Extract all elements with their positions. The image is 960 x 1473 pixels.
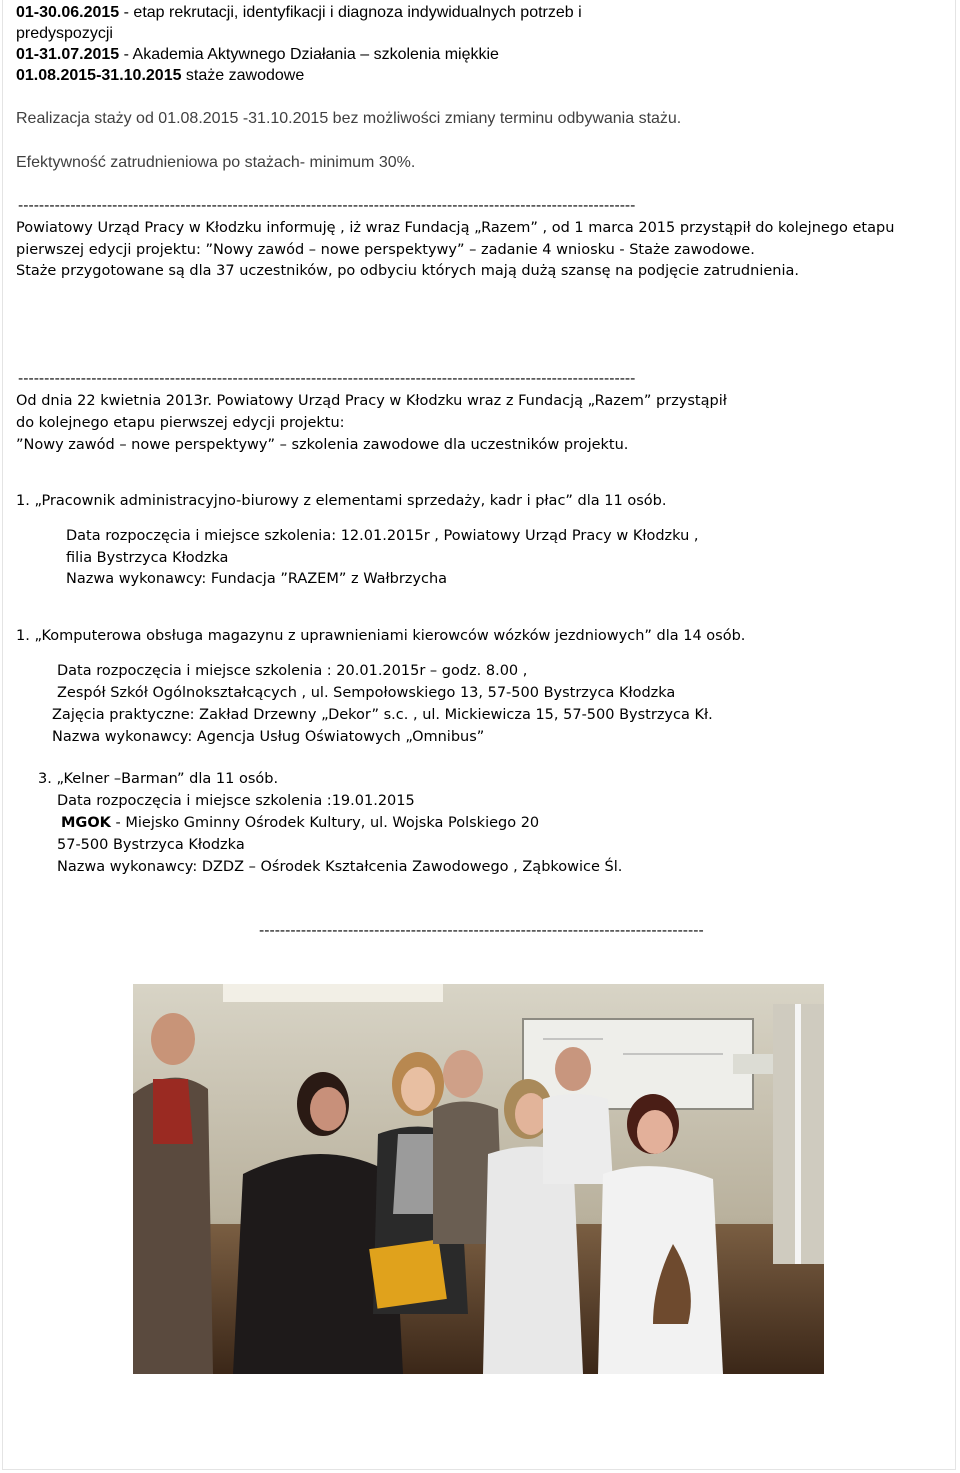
course-venue — [61, 812, 539, 834]
course-detail: Data rozpoczęcia i miejsce szkolenia : 20.01.2015r – godz. 8.00 , — [57, 663, 528, 679]
announcement-2013-line-1: Od dnia 22 kwietnia 2013r. Powiatowy Urząd Pracy w Kłodzku wraz z Fundacją „Razem” przystąpił — [16, 393, 727, 409]
course-detail: 57-500 Bystrzyca Kłodzka — [57, 837, 245, 853]
schedule-date: 01-30.06.2015 — [16, 4, 120, 21]
announcement-2015-line-1: Powiatowy Urząd Pracy w Kłodzku informuję , iż wraz Fundacją „Razem” , od 1 marca 2015 przystąpił do kolejnego etapu — [16, 220, 895, 236]
course-detail: Zespół Szkół Ogólnokształcących , ul. Sempołowskiego 13, 57-500 Bystrzyca Kłodzka — [57, 685, 676, 701]
schedule-date: 01.08.2015-31.10.2015 — [16, 67, 182, 84]
schedule-date: 01-31.07.2015 — [16, 46, 120, 63]
separator: ------------------------------------------------------------------------------------- — [259, 923, 704, 939]
schedule-line-1 — [16, 2, 582, 24]
course-detail: Zajęcia praktyczne: Zakład Drzewny „Dekor” s.c. , ul. Mickiewicza 15, 57-500 Bystrzyca Kł. — [52, 707, 713, 723]
venue-name: MGOK — [61, 815, 111, 831]
course-detail: Nazwa wykonawcy: DZDZ – Ośrodek Kształcenia Zawodowego , Ząbkowice Śl. — [57, 859, 623, 875]
realization-note: Realizacja staży od 01.08.2015 -31.10.2015 bez możliwości zmiany terminu odbywania stażu. — [16, 110, 682, 127]
course-detail: Nazwa wykonawcy: Fundacja ”RAZEM” z Wałbrzycha — [66, 571, 448, 587]
schedule-desc: staże zawodowe — [181, 67, 305, 84]
course-title: 1. „Komputerowa obsługa magazynu z uprawnieniami kierowców wózków jezdniowych” dla 14 osób. — [16, 628, 746, 644]
separator: ---------------------------------------------------------------------------------------------------------------------- — [18, 371, 636, 387]
announcement-2015-line-3: Staże przygotowane są dla 37 uczestników, po odbyciu których mają dużą szansę na podjęcie zatrudnienia. — [16, 263, 799, 279]
schedule-desc: - Akademia Aktywnego Działania – szkolenia miękkie — [119, 46, 499, 63]
course-detail: Nazwa wykonawcy: Agencja Usług Oświatowych „Omnibus” — [52, 729, 485, 745]
course-title: 3. „Kelner –Barman” dla 11 osób. — [38, 771, 279, 787]
course-title: 1. „Pracownik administracyjno-biurowy z elementami sprzedaży, kadr i płac” dla 11 osób. — [16, 493, 667, 509]
schedule-line-3 — [16, 65, 304, 87]
schedule-line-2 — [16, 44, 499, 66]
announcement-2015-line-2: pierwszej edycji projektu: ”Nowy zawód – nowe perspektywy” – zadanie 4 wniosku - Staże zawodowe. — [16, 242, 755, 258]
schedule-desc: - etap rekrutacji, identyfikacji i diagnoza indywidualnych potrzeb i — [119, 4, 582, 21]
announcement-2013-line-2: do kolejnego etapu pierwszej edycji projektu: — [16, 415, 345, 431]
announcement-2013-line-3: ”Nowy zawód – nowe perspektywy” – szkolenia zawodowe dla uczestników projektu. — [16, 437, 629, 453]
separator: ---------------------------------------------------------------------------------------------------------------------- — [18, 198, 636, 214]
group-photo — [133, 984, 824, 1374]
efficiency-note: Efektywność zatrudnieniowa po stażach- minimum 30%. — [16, 154, 416, 171]
venue-address: - Miejsko Gminny Ośrodek Kultury, ul. Wojska Polskiego 20 — [110, 815, 540, 831]
schedule-line-1-cont: predyspozycji — [16, 25, 113, 42]
course-detail: filia Bystrzyca Kłodzka — [66, 550, 229, 566]
course-detail: Data rozpoczęcia i miejsce szkolenia: 12.01.2015r , Powiatowy Urząd Pracy w Kłodzku , — [66, 528, 699, 544]
course-detail: Data rozpoczęcia i miejsce szkolenia :19.01.2015 — [57, 793, 415, 809]
